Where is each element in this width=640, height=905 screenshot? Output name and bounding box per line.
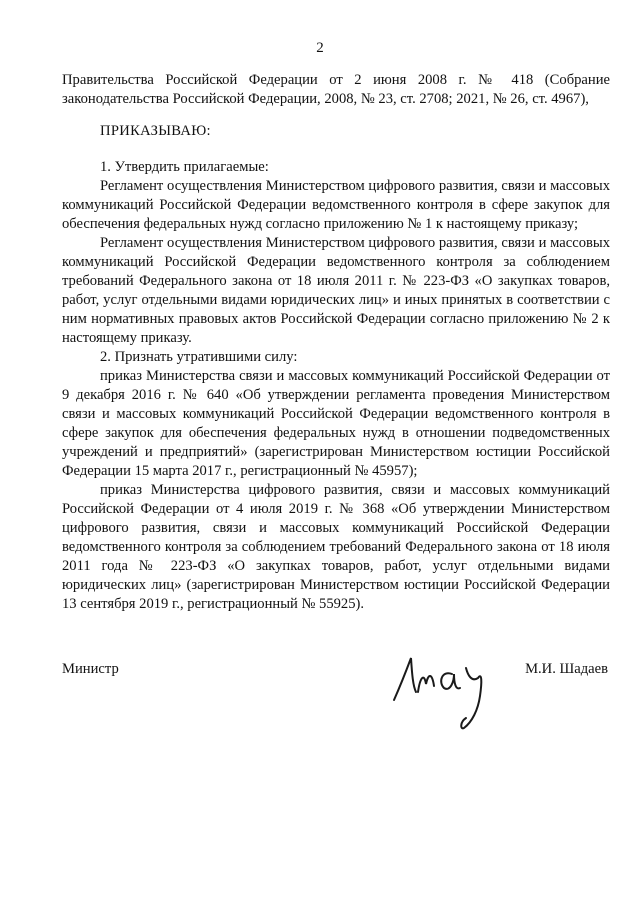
minister-title: Министр: [62, 661, 119, 677]
paragraph-regulation-2: Регламент осуществления Министерством цифрового развития, связи и массовых коммуникаций Российской Федерации ведомственного контроля за соблюдением требований Федерального закона от 18 июля 2011 г. № 223-ФЗ «О закупках товаров, работ, услуг отдельными видами юридических лиц» и иных принятых в соответствии с ним нормативных правовых актов Российской Федерации согласно приложению № 2 к настоящему приказу.: [62, 235, 610, 346]
paragraph-repeal-order-640: приказ Министерства связи и массовых коммуникаций Российской Федерации от 9 декабря 2016 г. № 640 «Об утверждении регламента проведения Министерством связи и массовых коммуникаций Российской Федерации ведомственного контроля в сфере закупок для обеспечения федеральных нужд в отношении подведомственных учреждений и предприятий» (зарегистрирован Министерством юстиции Российской Федерации 15 марта 2017 г., регистрационный № 45957);: [62, 368, 610, 479]
page-number: 2: [316, 40, 324, 56]
intro-paragraph: Правительства Российской Федерации от 2 июня 2008 г. № 418 (Собрание законодательства Российской Федерации, 2008, № 23, ст. 2708; 2021, № 26, ст. 4967),: [62, 72, 610, 107]
paragraph-regulation-1: Регламент осуществления Министерством цифрового развития, связи и массовых коммуникаций Российской Федерации ведомственного контроля в сфере закупок для обеспечения федеральных нужд согласно приложению № 1 к настоящему приказу;: [62, 178, 610, 232]
order-heading: ПРИКАЗЫВАЮ:: [100, 123, 211, 139]
order-body: [62, 158, 610, 614]
paragraph-approve: 1. Утвердить прилагаемые:: [100, 159, 269, 175]
paragraph-repeal-order-368: приказ Министерства цифрового развития, связи и массовых коммуникаций Российской Федерации от 4 июля 2019 г. № 368 «Об утверждении Министерством цифрового развития, связи и массовых коммуникаций Российской Федерации ведомственного контроля за соблюдением требований Федерального закона от 18 июля 2011 года № 223-ФЗ «О закупках товаров, работ, услуг отдельными видами юридических лиц» (зарегистрирован Министерством юстиции Российской Федерации 13 сентября 2019 г., регистрационный № 55925).: [62, 482, 610, 612]
minister-name: М.И. Шадаев: [525, 661, 608, 677]
handwritten-signature: [382, 642, 502, 737]
paragraph-repeal: 2. Признать утратившими силу:: [100, 349, 298, 365]
